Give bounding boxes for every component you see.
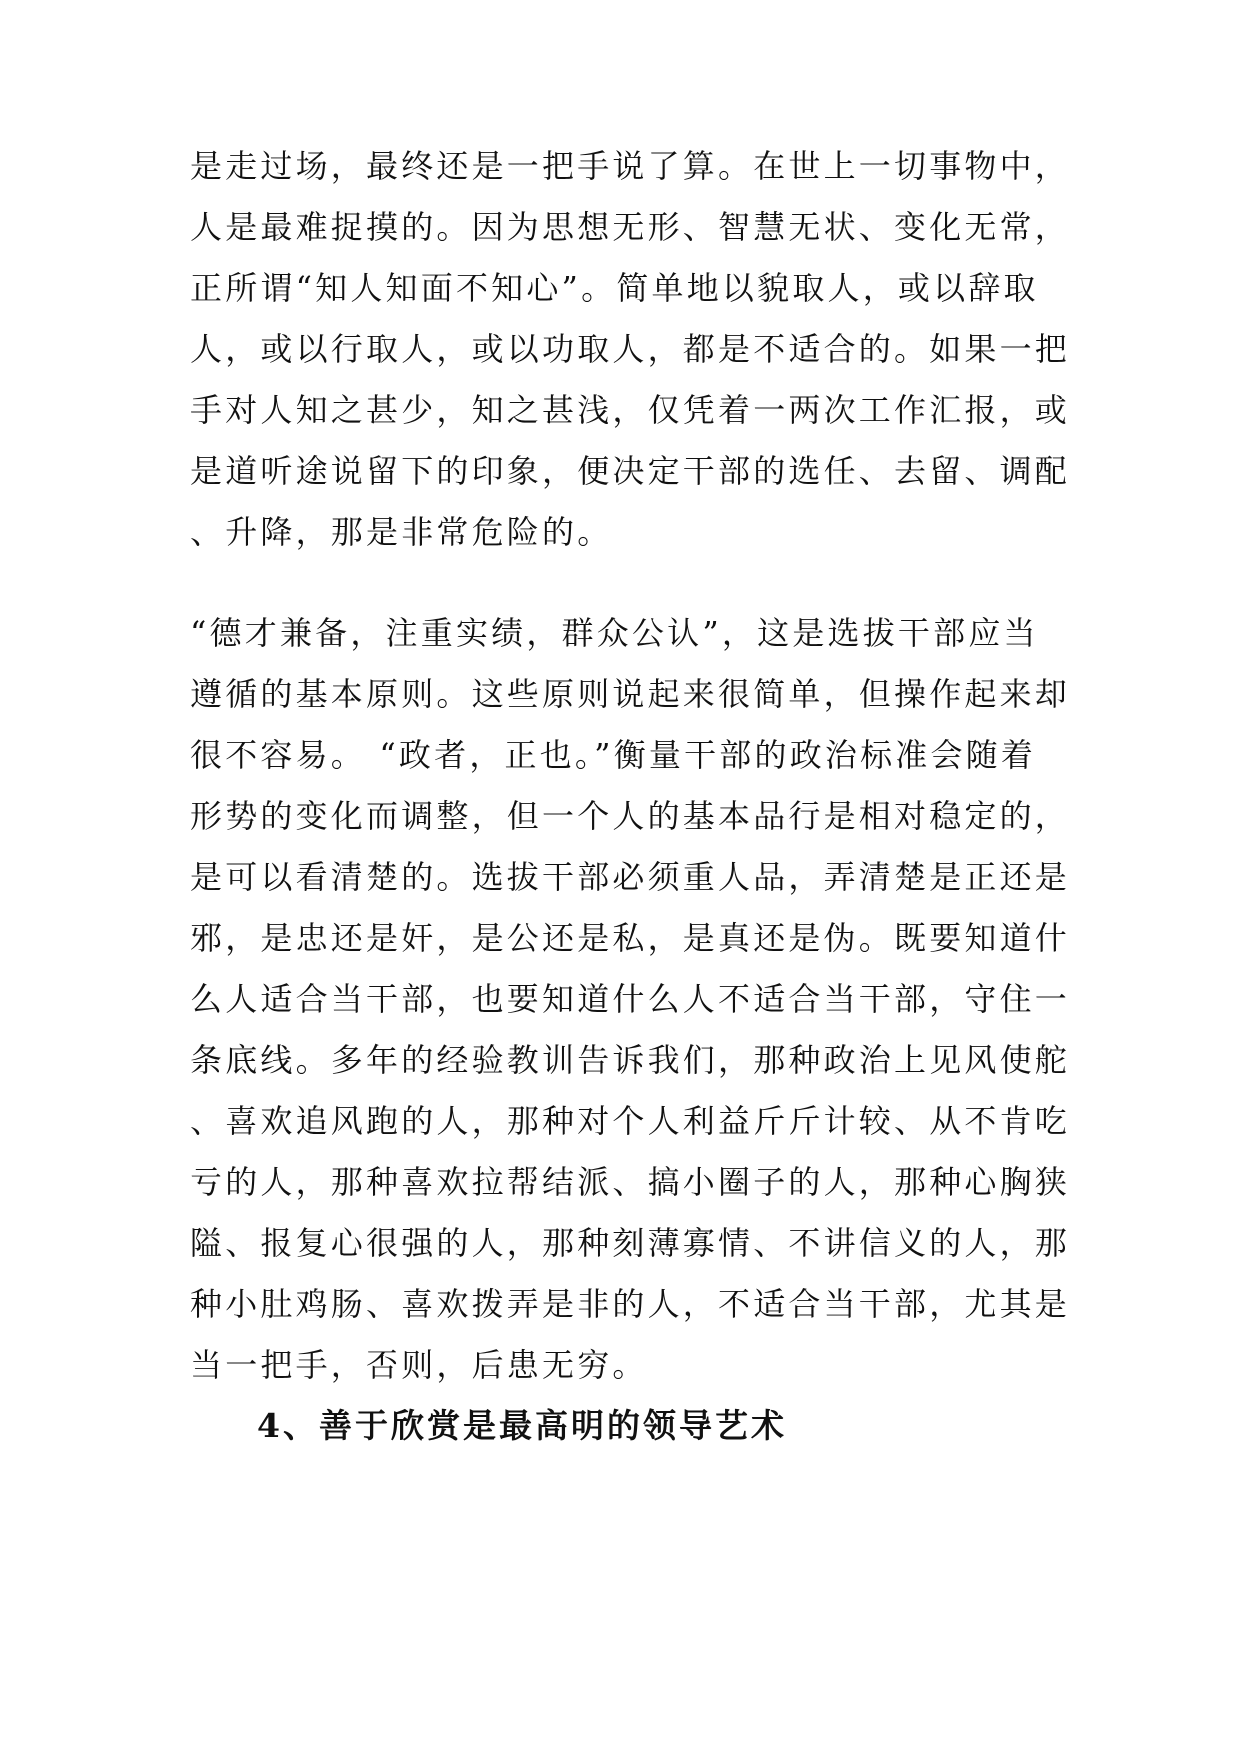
paragraph-1-line: 、升降，那是非常危险的。 [190, 513, 613, 551]
paragraph-2-line: 当一把手，否则，后患无穷。 [190, 1346, 648, 1384]
paragraph-1-line: 正所谓“知人知面不知心”。简单地以貌取人，或以辞取 [190, 269, 1039, 307]
paragraph-2-line: 亏的人，那种喜欢拉帮结派、搞小圈子的人，那种心胸狭 [190, 1163, 1071, 1201]
paragraph-2-line: 遵循的基本原则。这些原则说起来很简单，但操作起来却 [190, 675, 1071, 713]
paragraph-1-line: 是走过场，最终还是一把手说了算。在世上一切事物中， [190, 147, 1071, 185]
paragraph-1-line: 是道听途说留下的印象，便决定干部的选任、去留、调配 [190, 452, 1071, 490]
paragraph-2-line: 形势的变化而调整，但一个人的基本品行是相对稳定的， [190, 797, 1071, 835]
paragraph-1-line: 人是最难捉摸的。因为思想无形、智慧无状、变化无常， [190, 208, 1071, 246]
paragraph-2-line: 是可以看清楚的。选拔干部必须重人品，弄清楚是正还是 [190, 858, 1071, 896]
paragraph-2-line: 条底线。多年的经验教训告诉我们，那种政治上见风使舵 [190, 1041, 1071, 1079]
paragraph-2-line: 隘、报复心很强的人，那种刻薄寡情、不讲信义的人，那 [190, 1224, 1071, 1262]
paragraph-2-line: 邪，是忠还是奸，是公还是私，是真还是伪。既要知道什 [190, 919, 1071, 957]
paragraph-2-line: 种小肚鸡肠、喜欢拨弄是非的人，不适合当干部，尤其是 [190, 1285, 1071, 1323]
paragraph-2-line: 很不容易。 “政者，正也。”衡量干部的政治标准会随着 [190, 736, 1037, 774]
paragraph-1-line: 人，或以行取人，或以功取人，都是不适合的。如果一把 [190, 330, 1071, 368]
paragraph-2-line: 么人适合当干部，也要知道什么人不适合当干部，守住一 [190, 980, 1071, 1018]
paragraph-2-line: 、喜欢追风跑的人，那种对个人利益斤斤计较、从不肯吃 [190, 1102, 1071, 1140]
paragraph-2-line: “德才兼备，注重实绩，群众公认”，这是选拔干部应当 [190, 614, 1039, 652]
section-heading: 4、善于欣赏是最高明的领导艺术 [257, 1406, 787, 1445]
paragraph-1-line: 手对人知之甚少，知之甚浅，仅凭着一两次工作汇报，或 [190, 391, 1071, 429]
